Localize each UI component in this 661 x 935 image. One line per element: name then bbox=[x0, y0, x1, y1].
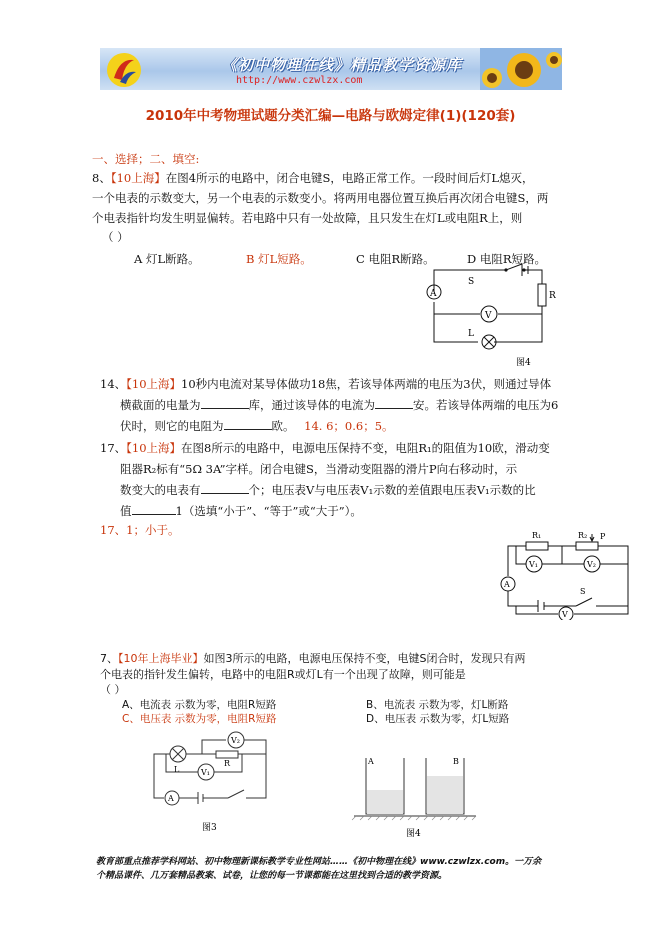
resistor-r bbox=[538, 284, 546, 306]
site-logo-icon bbox=[106, 52, 142, 88]
question-17-line-3 bbox=[120, 482, 536, 498]
question-source-tag: 【10年上海毕业】 bbox=[118, 652, 204, 665]
text-segment: 库，通过该导体的电流为 bbox=[248, 398, 375, 412]
text-segment: 值 bbox=[120, 504, 132, 518]
banner-url[interactable]: http://www.czwlzx.com bbox=[236, 75, 363, 86]
answer-text: 14. 6；0.6；5。 bbox=[304, 419, 394, 433]
question-source-tag: 【10上海】 bbox=[110, 171, 166, 185]
question-number: 8、 bbox=[92, 171, 111, 185]
text-segment: 1（选填“小于”、“等于”或“大于”）。 bbox=[175, 504, 362, 518]
text-segment: 伏时，则它的电阻为 bbox=[120, 419, 224, 433]
answer-blank[interactable] bbox=[375, 397, 413, 409]
question-7-line-1 bbox=[100, 650, 525, 666]
label-s: S bbox=[468, 277, 475, 287]
label-b: B bbox=[453, 757, 459, 766]
text-segment: 数变大的电表有 bbox=[120, 483, 201, 497]
figure-4-caption: 图4 bbox=[516, 358, 531, 368]
question-text: 在图8所示的电路中，电源电压保持不变，电阻R₁的阻值为10欧，滑动变 bbox=[181, 441, 550, 455]
label-r: R bbox=[224, 759, 231, 768]
liquid-a bbox=[367, 790, 403, 814]
option-c: C 电阻R断路。 bbox=[356, 252, 435, 266]
question-text: 如图3所示的电路，电源电压保持不变，电键S闭合时，发现只有两 bbox=[203, 652, 526, 665]
figure-3-caption: 图3 bbox=[202, 823, 217, 833]
answer-blank[interactable] bbox=[201, 397, 249, 409]
question-8-line-2: 一个电表的示数变大，另一个电表的示数变小。将两用电器位置互换后再次闭合电键S，两 bbox=[92, 191, 549, 205]
resistor-r bbox=[216, 751, 238, 758]
footer-line-1: 教育部重点推荐学科网站、初中物理新课标教学专业性网站……《初中物理在线》www.czwlzx.com。一万余 bbox=[96, 857, 542, 867]
option-a: A 灯L断路。 bbox=[134, 252, 200, 266]
text-segment: 安。若该导体两端的电压为6 bbox=[413, 398, 559, 412]
label-l: L bbox=[174, 765, 180, 774]
label-l: L bbox=[468, 329, 474, 339]
option-d: D 电阻R短路。 bbox=[467, 252, 547, 266]
text-segment: 横截面的电量为 bbox=[120, 398, 201, 412]
option-c: C、电压表 示数为零，电阻R短路 bbox=[122, 713, 277, 725]
label-a: A bbox=[368, 757, 374, 766]
answer-blank[interactable] bbox=[132, 503, 176, 515]
answer-blank[interactable] bbox=[224, 418, 272, 430]
question-8-line-4: （ ） bbox=[102, 230, 129, 244]
question-8-line-3: 个电表指针均发生明显偏转。若电路中只有一处故障，且只发生在灯L或电阻R上，则 bbox=[92, 211, 523, 225]
question-number: 7、 bbox=[100, 652, 118, 665]
figure-4-circuit bbox=[420, 262, 560, 368]
rheostat-r2 bbox=[576, 542, 598, 550]
option-d: D、电压表 示数为零，灯L短路 bbox=[366, 713, 510, 725]
question-number: 14、 bbox=[100, 377, 127, 391]
label-r2: R₂ bbox=[578, 531, 588, 540]
label-v2: V₂ bbox=[587, 560, 596, 569]
sunflower-icon bbox=[480, 48, 562, 90]
banner-slogan: 《初中物理在线》精品教学资源库 bbox=[222, 56, 463, 74]
question-source-tag: 【10上海】 bbox=[126, 441, 182, 455]
question-8-line-1 bbox=[92, 170, 534, 186]
label-v: V bbox=[485, 311, 492, 321]
label-r1: R₁ bbox=[532, 531, 542, 540]
option-b: B 灯L短路。 bbox=[246, 252, 312, 266]
label-r: R bbox=[549, 291, 556, 301]
resistor-r1 bbox=[526, 542, 548, 550]
page-title: 2010年中考物理试题分类汇编—电路与欧姆定律(1)(120套) bbox=[145, 108, 516, 124]
label-v1: V₁ bbox=[529, 560, 538, 569]
question-text: 在图4所示的电路中，闭合电键S，电路正常工作。一段时间后灯L熄灭， bbox=[165, 171, 534, 185]
label-a: A bbox=[504, 580, 510, 589]
question-17-line-4 bbox=[120, 503, 362, 519]
text-segment: 欧。 bbox=[271, 419, 295, 433]
figure-4-caption: 图4 bbox=[406, 829, 421, 839]
figure-4-containers bbox=[350, 750, 480, 840]
label-s: S bbox=[580, 587, 586, 596]
label-a: A bbox=[430, 289, 437, 299]
answer-blank[interactable] bbox=[201, 482, 249, 494]
option-b: B、电流表 示数为零，灯L断路 bbox=[366, 699, 509, 711]
question-14-line-3 bbox=[120, 418, 394, 434]
question-number: 17、 bbox=[100, 441, 127, 455]
question-14-line-1 bbox=[100, 376, 551, 392]
answer-text: 17、1；小于。 bbox=[100, 523, 180, 537]
label-v2: V₂ bbox=[231, 736, 240, 745]
text-segment: 个；电压表V与电压表V₁示数的差值跟电压表V₁示数的比 bbox=[248, 483, 536, 497]
label-v: V bbox=[562, 610, 568, 619]
figure-3-circuit bbox=[146, 730, 276, 834]
section-heading: 一、选择；二、填空: bbox=[92, 152, 200, 166]
question-7-line-2: 个电表的指针发生偏转，电路中的电阻R或灯L有一个出现了故障，则可能是 bbox=[100, 668, 466, 681]
question-17-line-1 bbox=[100, 440, 550, 456]
footer-line-2: 个精品课件、几万套精品教案、试卷，让您的每一节课都能在这里找到合适的教学资源。 bbox=[96, 871, 448, 881]
question-14-line-2 bbox=[120, 397, 558, 413]
option-a: A、电流表 示数为零，电阻R短路 bbox=[122, 699, 277, 711]
label-p: P bbox=[600, 532, 606, 541]
label-v1: V₁ bbox=[201, 768, 210, 777]
question-text: 10秒内电流对某导体做功18焦，若该导体两端的电压为3伏，则通过导体 bbox=[181, 377, 552, 391]
question-7-line-3: （ ） bbox=[100, 683, 126, 696]
figure-8-circuit bbox=[496, 528, 636, 620]
label-a: A bbox=[168, 794, 174, 803]
question-source-tag: 【10上海】 bbox=[126, 377, 182, 391]
liquid-b bbox=[427, 776, 463, 814]
question-17-line-2: 阻器R₂标有“5Ω 3A”字样。闭合电键S，当滑动变阻器的滑片P向右移动时，示 bbox=[120, 462, 518, 476]
